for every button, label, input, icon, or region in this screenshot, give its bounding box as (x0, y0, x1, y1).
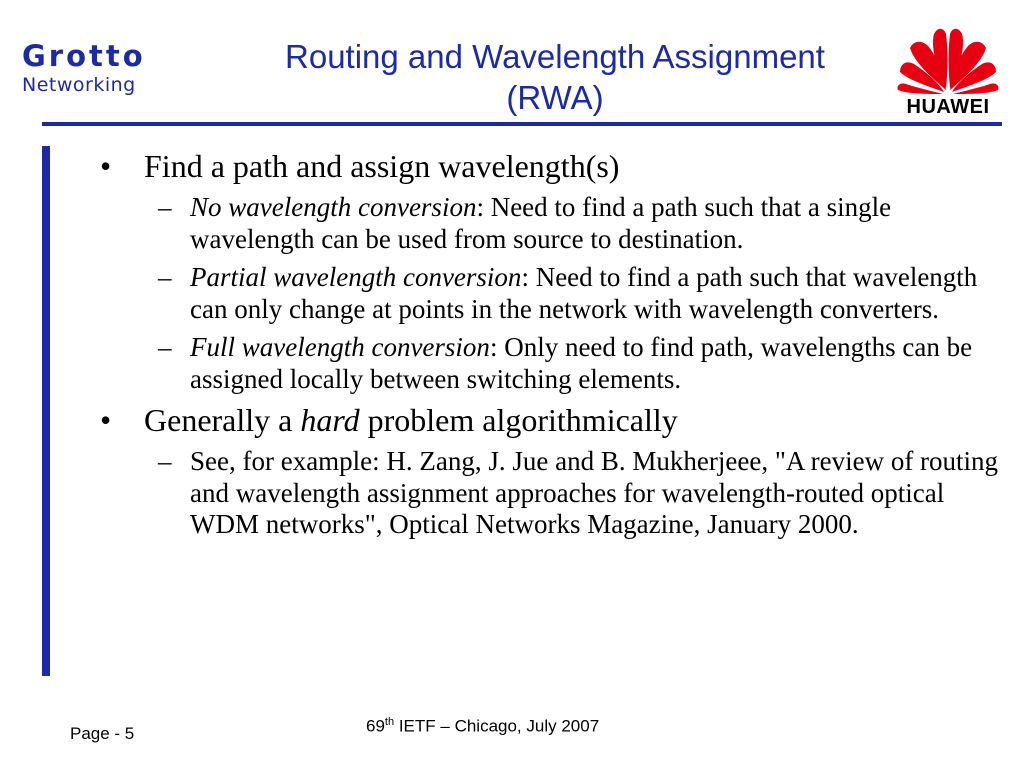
sub-bullet-text: : Need to find a path such that wavelength can only change at points in the network with wavelength converters. (190, 262, 978, 324)
sub-bullet-text: : Only need to find path, wavelengths can be assigned locally between switching elements. (190, 332, 973, 394)
sub-bullet-reference (100, 446, 1000, 541)
bullet-text-post: problem algorithmically (359, 402, 678, 438)
slide-body (100, 148, 1000, 548)
sub-bullet-no-conversion (100, 192, 1000, 255)
bullet-find-path (100, 148, 1000, 184)
footer-rest: IETF – Chicago, July 2007 (394, 716, 600, 736)
term-no-conversion: No wavelength conversion (190, 192, 477, 222)
logo-grotto-text: Grotto (22, 39, 146, 73)
bullet-hard-problem (100, 402, 1000, 438)
dash-marker: – (158, 446, 172, 476)
bullet-text: Find a path and assign wavelength(s) (144, 148, 620, 184)
term-hard: hard (300, 402, 360, 438)
dash-marker: – (158, 262, 172, 292)
grotto-networking-logo (22, 40, 172, 97)
footer-sup: th (384, 716, 395, 728)
huawei-petals-icon (888, 18, 1008, 98)
slide-title-line1: Routing and Wavelength Assignment (285, 38, 825, 75)
logo-networking-text: Networking (22, 74, 136, 96)
bullet-text-pre: Generally a (144, 402, 301, 438)
huawei-logo-text: HUAWEI (906, 96, 990, 118)
slide-title-line2: (RWA) (506, 79, 604, 116)
sub-bullet-text: : Need to find a path such that a single wavelength can be used from source to destination. (190, 192, 892, 254)
left-accent-bar (42, 146, 50, 676)
sub-bullet-partial-conversion (100, 262, 1000, 325)
page-number: Page - 5 (70, 724, 135, 743)
footer-num: 69 (366, 716, 385, 736)
footer-event (366, 716, 599, 737)
header-divider (42, 122, 1002, 126)
bullet-marker: • (100, 402, 112, 438)
dash-marker: – (158, 192, 172, 222)
reference-text: See, for example: H. Zang, J. Jue and B. Mukherjeee, "A review of routing and wavelength assignment approaches for wavelength-routed optical WDM networks", Optical Networks Magazine, January 2000. (190, 446, 999, 539)
term-partial-conversion: Partial wavelength conversion (190, 262, 522, 292)
bullet-marker: • (100, 148, 112, 184)
huawei-logo (888, 18, 1008, 122)
slide-title (200, 36, 910, 118)
sub-bullet-full-conversion (100, 332, 1000, 395)
dash-marker: – (158, 332, 172, 362)
term-full-conversion: Full wavelength conversion (190, 332, 490, 362)
